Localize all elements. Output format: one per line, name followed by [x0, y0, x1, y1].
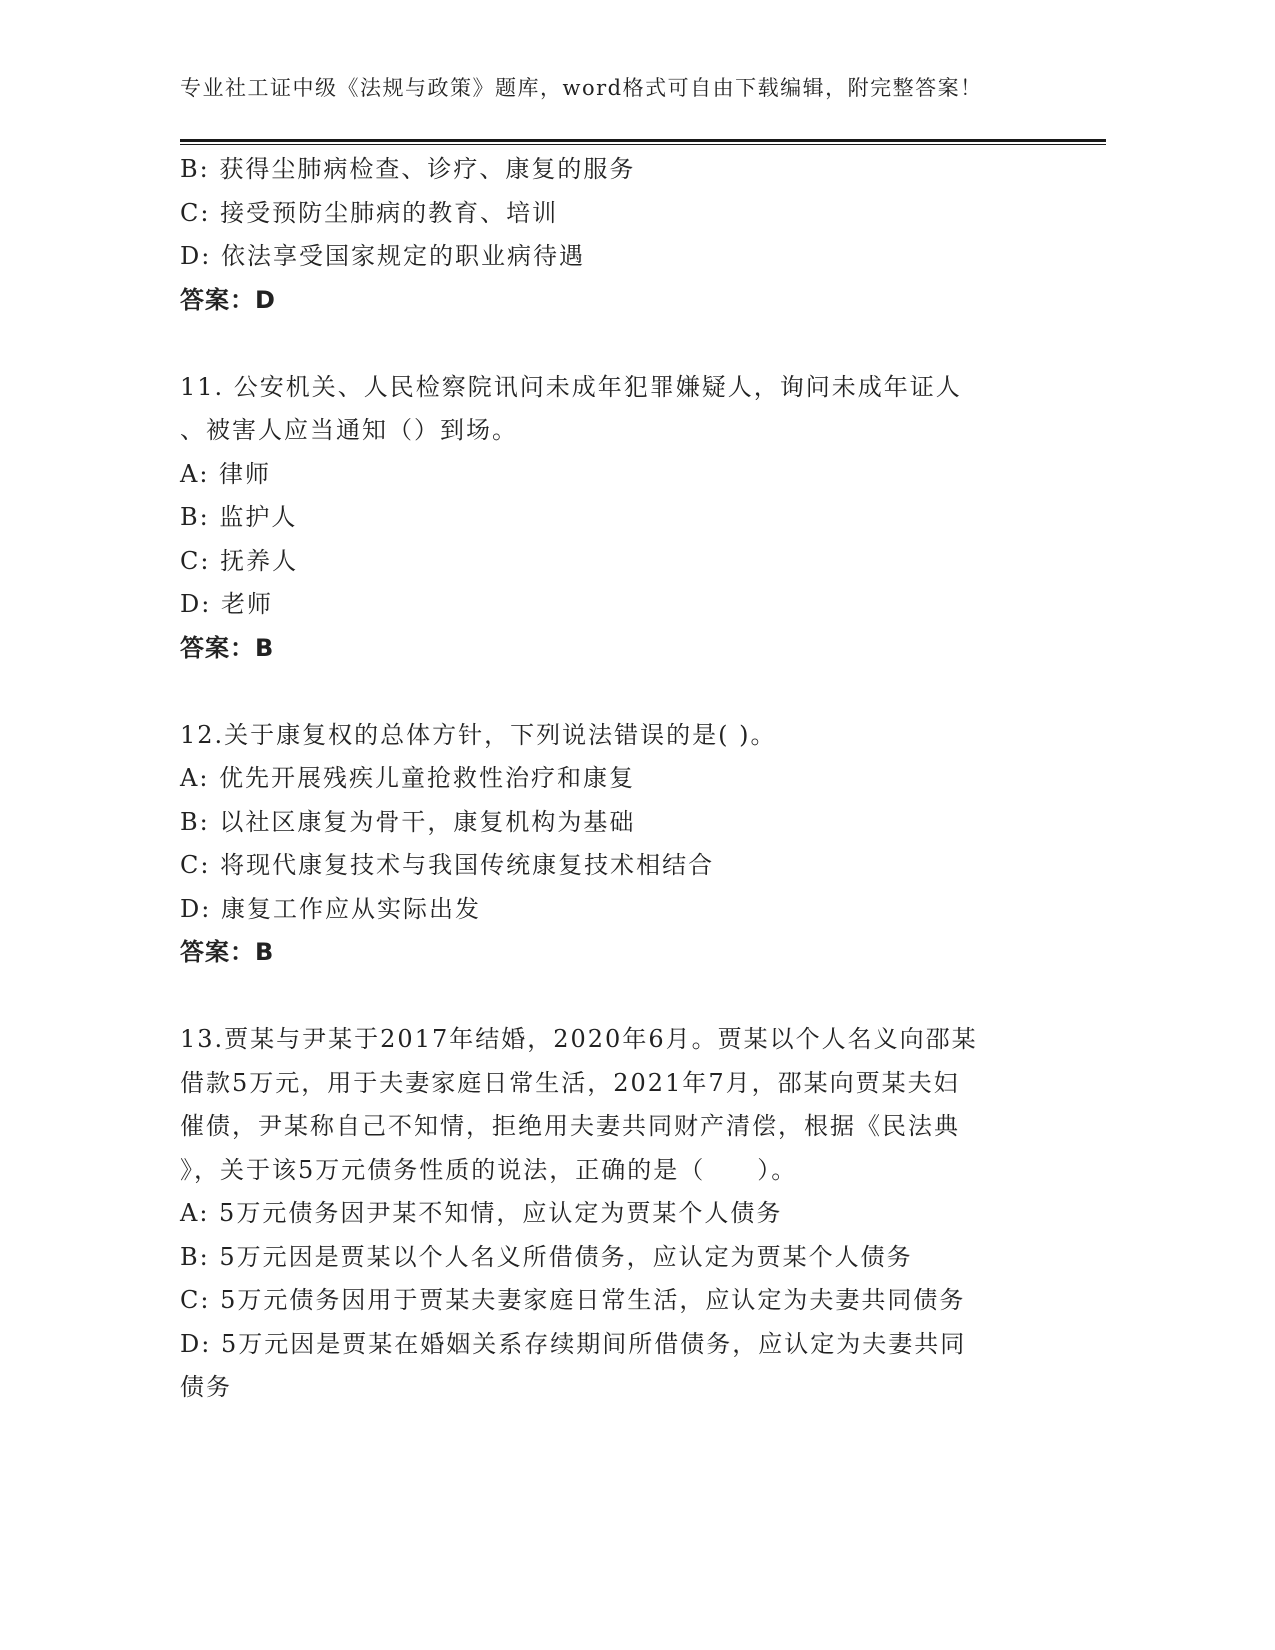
option-b: B: 以社区康复为骨干，康复机构为基础 [180, 807, 636, 836]
option-b: B: 获得尘肺病检查、诊疗、康复的服务 [180, 155, 636, 183]
question-10 [180, 148, 1040, 322]
option-c: C: 5万元债务因用于贾某夫妻家庭日常生活，应认定为夫妻共同债务 [180, 1286, 966, 1314]
option-d-continued: 债务 [180, 1373, 232, 1401]
question-stem-line: 13.贾某与尹某于2017年结婚，2020年6月。贾某以个人名义向邵某 [180, 1025, 978, 1053]
option-b: B: 监护人 [180, 503, 298, 531]
option-d: D: 依法享受国家规定的职业病待遇 [180, 242, 585, 270]
header-rule-thin [180, 144, 1106, 145]
question-11 [180, 366, 1040, 671]
answer: 答案：B [180, 938, 275, 966]
option-d: D: 老师 [180, 590, 273, 618]
question-stem-line: 11. 公安机关、人民检察院讯问未成年犯罪嫌疑人，询问未成年证人 [180, 372, 962, 401]
option-a: A: 5万元债务因尹某不知情，应认定为贾某个人债务 [180, 1199, 783, 1227]
spacer [180, 322, 1040, 366]
spacer [180, 670, 1040, 714]
question-stem-line: 、被害人应当通知（）到场。 [180, 416, 518, 444]
question-12 [180, 714, 1040, 975]
page-header: 专业社工证中级《法规与政策》题库，word格式可自由下载编辑，附完整答案！ [180, 76, 983, 100]
question-stem-line: 借款5万元，用于夫妻家庭日常生活，2021年7月，邵某向贾某夫妇 [180, 1068, 960, 1097]
question-stem-line: 催债，尹某称自己不知情，拒绝用夫妻共同财产清偿，根据《民法典 [180, 1112, 960, 1140]
option-a: A: 律师 [180, 459, 272, 488]
question-content [180, 148, 1040, 1410]
question-stem-line: 12.关于康复权的总体方针，下列说法错误的是( )。 [180, 720, 777, 749]
option-c: C: 接受预防尘肺病的教育、培训 [180, 198, 559, 227]
header-rule-thick [180, 139, 1106, 142]
answer: 答案：B [180, 633, 275, 662]
option-a: A: 优先开展残疾儿童抢救性治疗和康复 [180, 764, 636, 792]
question-stem-line: 》，关于该5万元债务性质的说法，正确的是（ ）。 [180, 1155, 798, 1184]
option-c: C: 抚养人 [180, 546, 299, 575]
option-d: D: 康复工作应从实际出发 [180, 894, 481, 923]
question-13 [180, 1018, 1040, 1410]
option-b: B: 5万元因是贾某以个人名义所借债务，应认定为贾某个人债务 [180, 1242, 913, 1271]
option-d: D: 5万元因是贾某在婚姻关系存续期间所借债务，应认定为夫妻共同 [180, 1329, 967, 1358]
option-c: C: 将现代康复技术与我国传统康复技术相结合 [180, 851, 715, 879]
spacer [180, 975, 1040, 1019]
answer: 答案：D [180, 285, 276, 314]
